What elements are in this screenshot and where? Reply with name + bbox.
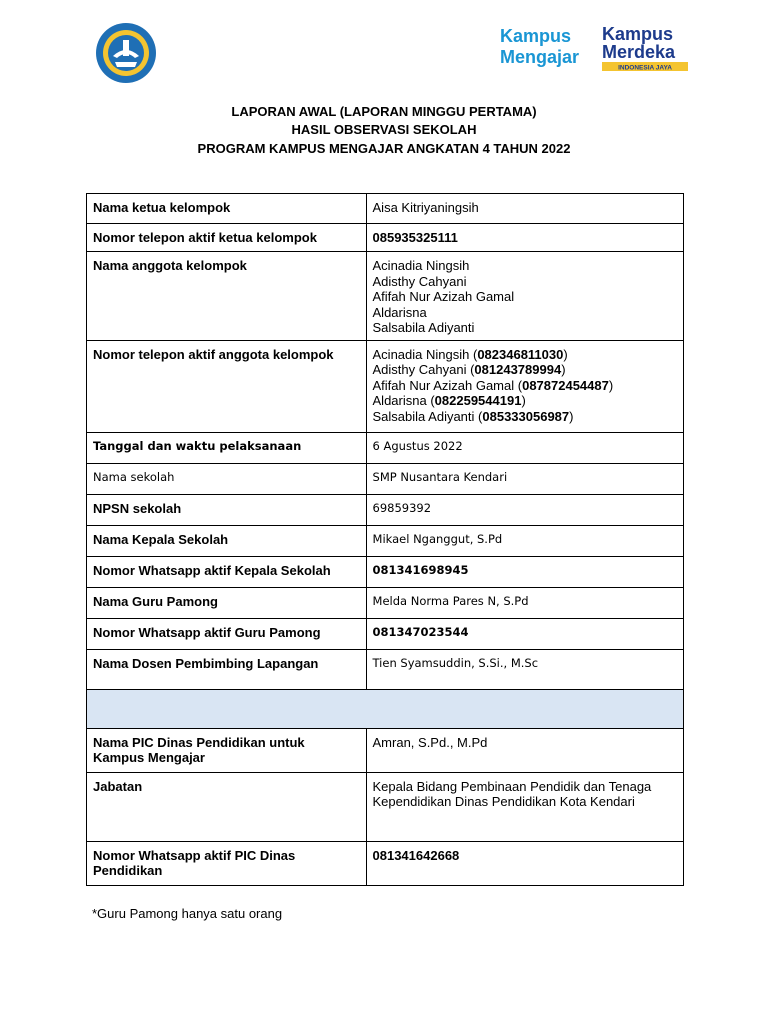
value-npsn: 69859392 [366,494,683,525]
table-row [87,587,684,618]
list-item: Afifah Nur Azizah Gamal (087872454487) [372,377,614,393]
value-telp-anggota-list [366,340,683,432]
value-sekolah: SMP Nusantara Kendari [366,463,683,494]
label-tanggal: Tanggal dan waktu pelaksanaan [87,432,367,463]
label-npsn: NPSN sekolah [87,494,367,525]
section-band [87,689,684,728]
table-row [87,252,684,341]
table-row [87,841,684,885]
report-title-line-1: LAPORAN AWAL (LAPORAN MINGGU PERTAMA) [231,104,537,119]
list-item: Salsabila Adiyanti [372,320,475,335]
report-title-line-2: HASIL OBSERVASI SEKOLAH [291,122,477,137]
label-ketua: Nama ketua kelompok [87,194,367,224]
section-divider-row [87,689,684,728]
value-telp-ketua: 085935325111 [366,224,683,252]
list-item: Salsabila Adiyanti (085333056987) [372,408,574,424]
label-dosen: Nama Dosen Pembimbing Lapangan [87,649,367,689]
table-row [87,224,684,252]
table-row [87,194,684,224]
label-anggota: Nama anggota kelompok [87,252,367,341]
tut-wuri-handayani-emblem [95,22,157,84]
label-pic: Nama PIC Dinas Pendidikan untuk Kampus Mengajar [87,728,367,772]
table-row [87,772,684,841]
label-jabatan: Jabatan [87,772,367,841]
report-title-line-3: PROGRAM KAMPUS MENGAJAR ANGKATAN 4 TAHUN 2022 [197,141,571,156]
svg-text:Mengajar: Mengajar [500,47,580,67]
list-item: Adisthy Cahyani [372,273,467,289]
list-item: Afifah Nur Azizah Gamal [372,289,515,304]
value-anggota-list [366,252,683,341]
svg-text:Kampus: Kampus [500,26,572,46]
table-row [87,649,684,689]
table-row [87,463,684,494]
value-guru: Melda Norma Pares N, S.Pd [366,587,683,618]
value-pic: Amran, S.Pd., M.Pd [366,728,683,772]
kampus-mengajar-logo [498,24,598,68]
table-row [87,525,684,556]
list-item: Acinadia Ningsih (082346811030) [372,346,568,362]
label-wa-pic: Nomor Whatsapp aktif PIC Dinas Pendidikan [87,841,367,885]
kampus-merdeka-logo [600,22,692,74]
footnote: *Guru Pamong hanya satu orang [92,906,283,921]
label-wa-guru: Nomor Whatsapp aktif Guru Pamong [87,618,367,649]
report-table [86,193,684,886]
table-row [87,728,684,772]
value-wa-kepsek: 081341698945 [366,556,683,587]
table-row [87,618,684,649]
value-wa-pic: 081341642668 [366,841,683,885]
table-row [87,556,684,587]
svg-text:INDONESIA JAYA: INDONESIA JAYA [618,64,672,72]
value-kepsek: Mikael Nganggut, S.Pd [366,525,683,556]
value-wa-guru: 081347023544 [366,618,683,649]
list-item: Aldarisna (082259544191) [372,393,526,408]
value-dosen: Tien Syamsuddin, S.Si., M.Sc [366,649,683,689]
svg-text:Merdeka: Merdeka [602,42,676,62]
list-item: Aldarisna [372,304,427,320]
label-sekolah: Nama sekolah [87,463,367,494]
label-telp-anggota: Nomor telepon aktif anggota kelompok [87,340,367,432]
label-telp-ketua: Nomor telepon aktif ketua kelompok [87,224,367,252]
list-item: Acinadia Ningsih [372,258,470,273]
list-item: Adisthy Cahyani (081243789994) [372,362,566,377]
value-jabatan: Kepala Bidang Pembinaan Pendidik dan Tenaga Kependidikan Dinas Pendidikan Kota Kendari [366,772,683,841]
label-wa-kepsek: Nomor Whatsapp aktif Kepala Sekolah [87,556,367,587]
value-tanggal: 6 Agustus 2022 [366,432,683,463]
label-kepsek: Nama Kepala Sekolah [87,525,367,556]
label-guru: Nama Guru Pamong [87,587,367,618]
table-row [87,340,684,432]
table-row [87,432,684,463]
table-row [87,494,684,525]
svg-text:Kampus: Kampus [602,24,674,44]
value-ketua: Aisa Kitriyaningsih [366,194,683,224]
